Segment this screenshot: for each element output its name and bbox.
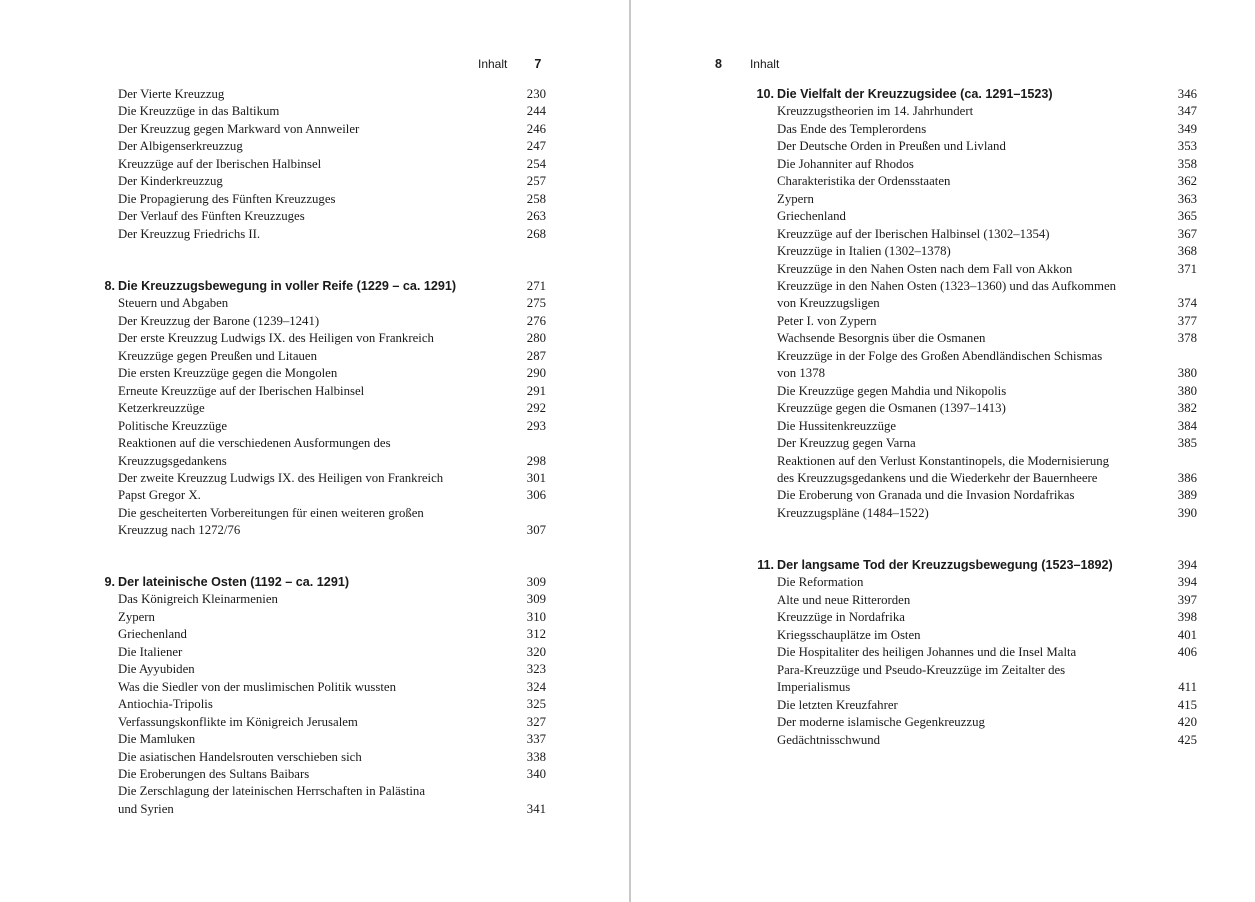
toc-entry-page-number: 327 xyxy=(526,714,546,729)
toc-entry-title: Der Vierte Kreuzzug xyxy=(118,87,225,101)
toc-entry xyxy=(777,313,1197,330)
toc-entry-page-number: 401 xyxy=(1177,627,1197,642)
toc-entry-title: und Syrien xyxy=(118,801,174,816)
toc-entry-title: Der moderne islamische Gegenkreuzzug xyxy=(777,715,985,730)
toc-entry xyxy=(777,470,1197,487)
toc-entry-page-number: 290 xyxy=(526,366,546,381)
running-header-title: Inhalt xyxy=(749,57,780,71)
toc-entry-title: Reaktionen auf den Verlust Konstantinopels, die Modernisierung xyxy=(777,453,1110,468)
toc-entry-page-number: 312 xyxy=(526,627,546,642)
toc-entry-page-number: 338 xyxy=(526,749,546,764)
toc-entry-title: Antiochia-Tripolis xyxy=(118,697,213,712)
toc-entry-title: Der Kreuzzug gegen Markward von Annweiler xyxy=(118,121,360,136)
toc-entry-title: Kreuzzüge in der Folge des Großen Abendländischen Schismas xyxy=(777,348,1103,363)
toc-entry xyxy=(777,278,1197,295)
toc-entry-page-number: 292 xyxy=(526,401,546,416)
toc-entry-page-number: 307 xyxy=(526,523,546,538)
chapter-number: 11. xyxy=(757,558,774,572)
toc-entry xyxy=(777,697,1197,714)
toc-entry-title: Kreuzzugsgedankens xyxy=(118,453,227,468)
toc-entry-title: Papst Gregor X. xyxy=(118,488,201,503)
toc-entry-page-number: 257 xyxy=(526,174,546,189)
toc-entry xyxy=(777,627,1197,644)
toc-entry xyxy=(118,208,546,225)
toc-entry-title: Der Kreuzzug der Barone (1239–1241) xyxy=(118,313,320,328)
toc-entry xyxy=(777,435,1197,452)
toc-entry xyxy=(777,574,1197,591)
chapter-number: 9. xyxy=(104,575,115,589)
toc-entry xyxy=(118,487,546,504)
toc-entry xyxy=(118,330,546,347)
toc-entry xyxy=(118,418,546,435)
toc-entry-page-number: 325 xyxy=(526,697,546,712)
toc-entry xyxy=(777,592,1197,609)
toc-entry-title: Die ersten Kreuzzüge gegen die Mongolen xyxy=(118,366,338,381)
toc-entry-page-number: 349 xyxy=(1177,121,1197,136)
chapter-heading xyxy=(104,278,546,295)
toc-entry xyxy=(777,295,1197,312)
chapter-number: 8. xyxy=(104,279,115,293)
toc-entry-title: Die Eroberungen des Sultans Baibars xyxy=(118,766,310,781)
toc-entry-page-number: 378 xyxy=(1177,331,1197,346)
toc-entry-page-number: 425 xyxy=(1177,732,1197,747)
toc-entry-title: Der erste Kreuzzug Ludwigs IX. des Heiligen von Frankreich xyxy=(118,331,434,346)
toc-entry-title: Imperialismus xyxy=(777,680,851,695)
toc-entry-title: Der Kreuzzug Friedrichs II. xyxy=(118,226,261,241)
toc-entry-page-number: 340 xyxy=(526,766,546,781)
toc-entry-page-number: 337 xyxy=(526,732,546,747)
toc-entry-page-number: 371 xyxy=(1177,261,1197,276)
toc-chapter-10 xyxy=(756,86,1197,522)
toc-entry xyxy=(777,226,1197,243)
toc-entry-title: Was die Siedler von der muslimischen Politik wussten xyxy=(118,679,396,694)
toc-entry-page-number: 276 xyxy=(526,313,546,328)
toc-entry xyxy=(777,261,1197,278)
toc-entry-page-number: 306 xyxy=(526,488,546,503)
toc-entry-page-number: 397 xyxy=(1177,592,1197,607)
toc-entry xyxy=(777,453,1197,470)
toc-entry-title: Verfassungskonflikte im Königreich Jerusalem xyxy=(118,714,358,729)
toc-entry xyxy=(118,626,546,643)
toc-entry-page-number: 384 xyxy=(1177,418,1197,433)
toc-entry xyxy=(777,191,1197,208)
toc-entry-title: Kreuzzugspläne (1484–1522) xyxy=(777,505,929,520)
toc-entry-title: Der zweite Kreuzzug Ludwigs IX. des Heiligen von Frankreich xyxy=(118,470,444,485)
toc-entry-page-number: 309 xyxy=(526,592,546,607)
right-page xyxy=(631,0,1255,902)
toc-entry-page-number: 341 xyxy=(526,801,546,816)
toc-chapter-11 xyxy=(757,557,1197,749)
toc-entry-title: Griechenland xyxy=(118,627,187,642)
toc-entry-page-number: 230 xyxy=(526,87,546,101)
toc-entry-title: Kreuzzüge in Italien (1302–1378) xyxy=(777,244,951,259)
toc-entry xyxy=(118,679,546,696)
toc-entry xyxy=(118,121,546,138)
toc-entry xyxy=(118,591,546,608)
toc-entry xyxy=(777,138,1197,155)
toc-entry-page-number: 293 xyxy=(526,418,546,433)
toc-entry-title: Der Deutsche Orden in Preußen und Livland xyxy=(777,139,1006,154)
toc-entry-page-number: 382 xyxy=(1177,401,1197,416)
toc-entry-page-number: 320 xyxy=(526,644,546,659)
running-header-page-number: 8 xyxy=(715,57,722,71)
toc-entry-title: Zypern xyxy=(118,609,155,624)
toc-entry-page-number: 365 xyxy=(1177,209,1197,224)
toc-entry-title: Die letzten Kreuzfahrer xyxy=(777,697,898,712)
toc-entry-title: Die Mamluken xyxy=(118,732,196,747)
toc-entry-page-number: 374 xyxy=(1177,296,1197,311)
running-header-right xyxy=(715,57,779,71)
chapter-heading xyxy=(756,86,1197,103)
running-header-page-number: 7 xyxy=(534,57,542,71)
running-header-title: Inhalt xyxy=(478,57,508,71)
toc-entry xyxy=(118,801,546,818)
toc-entry-title: Griechenland xyxy=(777,209,846,224)
toc-entry-title: Steuern und Abgaben xyxy=(118,296,229,311)
toc-entry xyxy=(777,243,1197,260)
toc-entry-title: Die Propagierung des Fünften Kreuzzuges xyxy=(118,191,336,206)
toc-entry xyxy=(777,173,1197,190)
toc-entry-title: Der Kreuzzug gegen Varna xyxy=(777,436,916,451)
toc-entry-title: Die Italiener xyxy=(118,644,183,659)
toc-entry xyxy=(118,348,546,365)
toc-entry-page-number: 363 xyxy=(1177,191,1197,206)
toc-entry-page-number: 258 xyxy=(526,191,546,206)
toc-entry-title: Zypern xyxy=(777,191,814,206)
toc-entry-page-number: 415 xyxy=(1177,697,1197,712)
toc-entry-title: Die gescheiterten Vorbereitungen für einen weiteren großen xyxy=(118,505,424,520)
toc-entry-title: Die Reformation xyxy=(777,575,864,590)
toc-entry-page-number: 380 xyxy=(1177,383,1197,398)
toc-entry-title: Gedächtnisschwund xyxy=(777,732,881,747)
toc-entry-title: Alte und neue Ritterorden xyxy=(777,592,911,607)
chapter-title: Die Vielfalt der Kreuzzugsidee (ca. 1291–1523) xyxy=(777,87,1053,101)
toc-entry xyxy=(777,732,1197,749)
toc-entry xyxy=(118,400,546,417)
toc-entry-title: Kriegsschauplätze im Osten xyxy=(777,627,921,642)
toc-entry xyxy=(118,731,546,748)
chapter-title: Die Kreuzzugsbewegung in voller Reife (1229 – ca. 1291) xyxy=(118,279,457,293)
toc-entry xyxy=(118,522,546,539)
toc-entry-title: Die Kreuzzüge in das Baltikum xyxy=(118,104,280,119)
toc-entry-page-number: 244 xyxy=(526,104,546,119)
chapter-heading xyxy=(757,557,1197,574)
toc-entry-title: Kreuzzüge in den Nahen Osten (1323–1360) und das Aufkommen xyxy=(777,278,1117,293)
toc-entry xyxy=(777,487,1197,504)
toc-entry-title: Kreuzzüge gegen Preußen und Litauen xyxy=(118,348,317,363)
toc-entry xyxy=(118,505,546,522)
toc-entry xyxy=(777,418,1197,435)
toc-entry xyxy=(118,138,546,155)
toc-entry xyxy=(777,348,1197,365)
toc-entry-page-number: 347 xyxy=(1177,104,1197,119)
toc-continued-block xyxy=(118,86,546,243)
toc-entry-page-number: 275 xyxy=(526,296,546,311)
toc-entry xyxy=(777,644,1197,661)
toc-entry xyxy=(118,714,546,731)
toc-entry-page-number: 323 xyxy=(526,662,546,677)
chapter-heading xyxy=(104,574,546,591)
toc-entry-page-number: 398 xyxy=(1177,610,1197,625)
toc-entry xyxy=(777,103,1197,120)
toc-entry-title: Kreuzzüge gegen die Osmanen (1397–1413) xyxy=(777,401,1006,416)
toc-entry xyxy=(777,609,1197,626)
toc-entry-page-number: 377 xyxy=(1177,313,1197,328)
toc-entry-title: Politische Kreuzzüge xyxy=(118,418,228,433)
toc-entry-title: Erneute Kreuzzüge auf der Iberischen Halbinsel xyxy=(118,383,365,398)
toc-entry xyxy=(118,86,546,103)
toc-entry-title: Peter I. von Zypern xyxy=(777,313,877,328)
toc-entry-page-number: 353 xyxy=(1177,139,1197,154)
toc-entry-title: Kreuzzüge in Nordafrika xyxy=(777,610,905,625)
toc-entry xyxy=(118,783,546,800)
toc-entry-title: Das Ende des Templerordens xyxy=(777,121,927,136)
toc-entry-page-number: 310 xyxy=(526,609,546,624)
toc-entry-page-number: 380 xyxy=(1177,366,1197,381)
toc-entry-page-number: 362 xyxy=(1177,174,1197,189)
toc-entry-page-number: 367 xyxy=(1177,226,1197,241)
toc-entry-title: des Kreuzzugsgedankens und die Wiederkehr der Bauernheere xyxy=(777,470,1098,485)
toc-entry xyxy=(118,226,546,243)
toc-entry-title: Kreuzzugstheorien im 14. Jahrhundert xyxy=(777,104,974,119)
toc-entry xyxy=(118,435,546,452)
toc-entry xyxy=(777,208,1197,225)
toc-entry-title: Die Ayyubiden xyxy=(118,662,195,677)
toc-entry xyxy=(118,644,546,661)
toc-entry-page-number: 268 xyxy=(526,226,546,241)
toc-entry-title: Kreuzzüge auf der Iberischen Halbinsel (1302–1354) xyxy=(777,226,1050,241)
toc-entry xyxy=(118,696,546,713)
toc-entry-title: Reaktionen auf die verschiedenen Ausformungen des xyxy=(118,436,391,451)
toc-entry xyxy=(118,766,546,783)
chapter-number: 10. xyxy=(756,87,774,101)
toc-entry-page-number: 246 xyxy=(526,121,546,136)
toc-entry-page-number: 324 xyxy=(526,679,546,694)
toc-entry-title: Der Verlauf des Fünften Kreuzzuges xyxy=(118,209,305,224)
toc-entry xyxy=(118,383,546,400)
toc-entry xyxy=(777,679,1197,696)
toc-entry-title: Kreuzzüge auf der Iberischen Halbinsel xyxy=(118,156,322,171)
toc-entry-title: von Kreuzzugsligen xyxy=(777,296,880,311)
toc-entry-title: Die Hussitenkreuzzüge xyxy=(777,418,897,433)
toc-chapter-8 xyxy=(104,278,546,540)
toc-entry xyxy=(118,103,546,120)
toc-entry xyxy=(777,383,1197,400)
toc-entry-title: Die Kreuzzüge gegen Mahdia und Nikopolis xyxy=(777,383,1007,398)
toc-entry xyxy=(118,156,546,173)
toc-entry xyxy=(777,505,1197,522)
toc-entry xyxy=(118,609,546,626)
chapter-title: Der langsame Tod der Kreuzzugsbewegung (1523–1892) xyxy=(777,558,1113,572)
toc-entry xyxy=(118,191,546,208)
toc-entry-page-number: 247 xyxy=(526,139,546,154)
toc-entry xyxy=(777,330,1197,347)
toc-entry-page-number: 291 xyxy=(526,383,546,398)
toc-entry-title: Die Johanniter auf Rhodos xyxy=(777,156,914,171)
toc-entry-title: Kreuzzüge in den Nahen Osten nach dem Fall von Akkon xyxy=(777,261,1073,276)
toc-entry xyxy=(118,661,546,678)
toc-entry xyxy=(118,470,546,487)
toc-entry-title: Ketzerkreuzzüge xyxy=(118,401,205,416)
toc-entry-page-number: 368 xyxy=(1177,244,1197,259)
toc-entry xyxy=(118,365,546,382)
toc-entry-title: Die Hospitaliter des heiligen Johannes und die Insel Malta xyxy=(777,645,1077,660)
toc-entry-page-number: 389 xyxy=(1177,488,1197,503)
toc-entry-page-number: 390 xyxy=(1177,505,1197,520)
running-header-left xyxy=(478,57,541,71)
chapter-page-number: 394 xyxy=(1177,558,1197,572)
toc-entry-title: Wachsende Besorgnis über die Osmanen xyxy=(777,331,986,346)
toc-entry-page-number: 385 xyxy=(1177,436,1197,451)
toc-entry-page-number: 263 xyxy=(526,209,546,224)
toc-entry-page-number: 358 xyxy=(1177,156,1197,171)
toc-entry-title: Der Kinderkreuzzug xyxy=(118,174,223,189)
chapter-page-number: 309 xyxy=(526,575,546,589)
toc-entry-title: Para-Kreuzzüge und Pseudo-Kreuzzüge im Zeitalter des xyxy=(777,662,1066,677)
toc-entry xyxy=(118,295,546,312)
toc-entry-page-number: 287 xyxy=(526,348,546,363)
toc-entry-page-number: 298 xyxy=(526,453,546,468)
toc-entry-page-number: 386 xyxy=(1177,470,1197,485)
toc-entry-title: von 1378 xyxy=(777,366,825,381)
toc-entry xyxy=(777,156,1197,173)
toc-entry-page-number: 254 xyxy=(526,156,546,171)
toc-entry xyxy=(777,714,1197,731)
toc-entry-title: Der Albigenserkreuzzug xyxy=(118,139,243,154)
toc-entry xyxy=(777,365,1197,382)
toc-entry xyxy=(118,453,546,470)
toc-entry xyxy=(118,313,546,330)
toc-entry-page-number: 411 xyxy=(1178,680,1197,695)
toc-entry-title: Das Königreich Kleinarmenien xyxy=(118,592,278,607)
toc-chapter-9 xyxy=(104,574,546,818)
toc-entry xyxy=(118,749,546,766)
toc-entry-page-number: 280 xyxy=(526,331,546,346)
toc-entry xyxy=(777,400,1197,417)
chapter-page-number: 346 xyxy=(1177,87,1197,101)
toc-entry xyxy=(777,121,1197,138)
toc-entry-page-number: 420 xyxy=(1177,715,1197,730)
toc-entry-title: Die asiatischen Handelsrouten verschieben sich xyxy=(118,749,362,764)
toc-entry-title: Kreuzzug nach 1272/76 xyxy=(118,523,241,538)
toc-entry xyxy=(118,173,546,190)
toc-entry-title: Charakteristika der Ordensstaaten xyxy=(777,174,951,189)
toc-entry-title: Die Eroberung von Granada und die Invasion Nordafrikas xyxy=(777,488,1075,503)
chapter-title: Der lateinische Osten (1192 – ca. 1291) xyxy=(118,575,350,589)
toc-entry-page-number: 394 xyxy=(1177,575,1197,590)
toc-entry xyxy=(777,662,1197,679)
toc-entry-page-number: 301 xyxy=(526,470,546,485)
toc-entry-page-number: 406 xyxy=(1177,645,1197,660)
chapter-page-number: 271 xyxy=(526,279,546,293)
toc-entry-title: Die Zerschlagung der lateinischen Herrschaften in Palästina xyxy=(118,784,426,799)
